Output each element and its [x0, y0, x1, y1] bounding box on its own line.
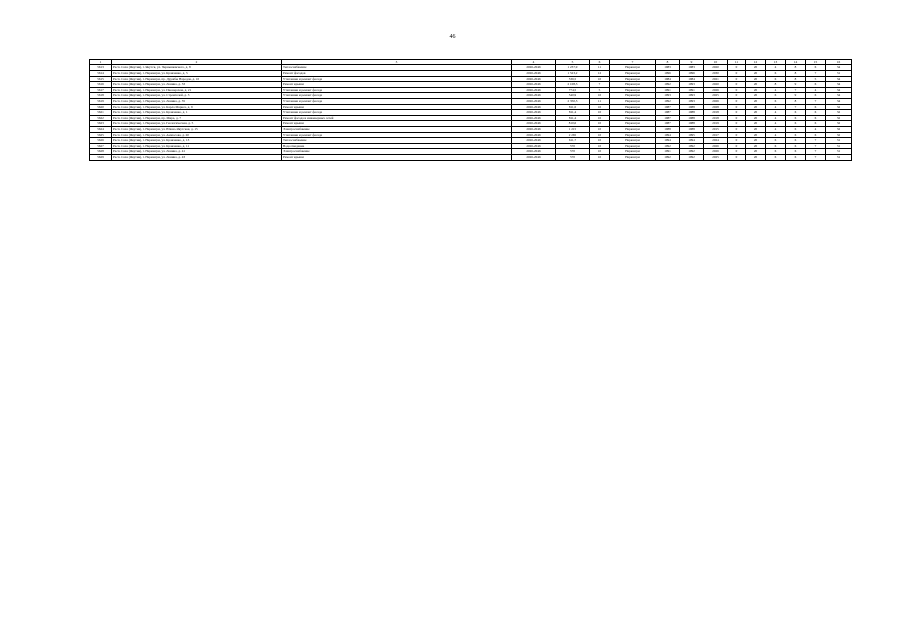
- table-cell: Респ. Саха (Якутия), г. Нерюнгри, ул. Аммосова, д. 20: [112, 132, 282, 138]
- table-cell: 0: [728, 87, 746, 93]
- table-cell: 9: [786, 82, 806, 88]
- table-cell: 9: [786, 93, 806, 99]
- table-cell: 5615: [90, 76, 112, 82]
- table-cell: 4: [766, 65, 786, 71]
- table-cell: 31: [826, 143, 852, 149]
- table-cell: 1993: [680, 93, 704, 99]
- table-cell: 5618: [90, 93, 112, 99]
- table-cell: 1992: [680, 154, 704, 160]
- table-cell: 7: [786, 87, 806, 93]
- table-cell: 4: [766, 126, 786, 132]
- column-number-header: 7: [610, 60, 656, 65]
- table-cell: 1987: [656, 104, 680, 110]
- table-cell: 5619: [90, 98, 112, 104]
- table-cell: 1988: [656, 126, 680, 132]
- table-cell: Нерюнгри: [610, 93, 656, 99]
- table-cell: 31: [826, 154, 852, 160]
- table-cell: 570: [556, 143, 590, 149]
- table-cell: Нерюнгри: [610, 138, 656, 144]
- table-cell: 811,4: [556, 110, 590, 116]
- table-cell: 1991: [656, 87, 680, 93]
- table-cell: 34: [826, 76, 852, 82]
- table-cell: 5: [806, 76, 826, 82]
- table-cell: 6: [786, 149, 806, 155]
- table-cell: 2018: [704, 115, 728, 121]
- table-cell: Нерюнгри: [610, 154, 656, 160]
- column-number-header: 10: [704, 60, 728, 65]
- table-cell: 1 237,9: [556, 65, 590, 71]
- table-cell: 32: [826, 110, 852, 116]
- table-cell: 2030: [704, 71, 728, 77]
- table-cell: 2026-2046: [512, 149, 556, 155]
- table-cell: 7: [806, 143, 826, 149]
- table-cell: 11: [590, 98, 610, 104]
- table-cell: 1 523,2: [556, 71, 590, 77]
- table-cell: 12: [590, 71, 610, 77]
- table-cell: 1993: [656, 93, 680, 99]
- table-cell: 20: [746, 154, 766, 160]
- table-cell: 0: [728, 65, 746, 71]
- table-cell: 0: [728, 76, 746, 82]
- table-cell: 2026: [704, 87, 728, 93]
- table-cell: 4: [766, 115, 786, 121]
- table-cell: 7: [806, 138, 826, 144]
- table-cell: Нерюнгри: [610, 76, 656, 82]
- table-cell: 8: [786, 71, 806, 77]
- table-cell: 2020: [704, 65, 728, 71]
- table-cell: 20: [746, 138, 766, 144]
- table-cell: 0: [728, 149, 746, 155]
- table-cell: 2026-2046: [512, 154, 556, 160]
- table-cell: 10: [590, 76, 610, 82]
- table-cell: Респ. Саха (Якутия), г. Нерюнгри, ул. Южно-Якутская, д. 15: [112, 126, 282, 132]
- table-cell: 20: [746, 71, 766, 77]
- table-cell: 10: [590, 132, 610, 138]
- table-cell: 1988: [680, 104, 704, 110]
- register-table: [89, 59, 852, 161]
- table-cell: 1992: [656, 98, 680, 104]
- table-cell: 32: [826, 104, 852, 110]
- table-cell: 2021: [704, 76, 728, 82]
- table-cell: Респ. Саха (Якутия), г. Нерюнгри, ул. Геологическая, д. 5: [112, 121, 282, 127]
- table-cell: 7: [786, 104, 806, 110]
- table-cell: 34: [826, 93, 852, 99]
- table-cell: 6: [806, 121, 826, 127]
- table-cell: 8: [786, 98, 806, 104]
- table-cell: 611,7: [556, 138, 590, 144]
- table-cell: 34: [826, 98, 852, 104]
- table-cell: Ремонт крыши: [282, 104, 512, 110]
- table-cell: Электроснабжение: [282, 149, 512, 155]
- column-number-header: 12: [746, 60, 766, 65]
- table-cell: 0: [728, 93, 746, 99]
- table-cell: 1987: [656, 110, 680, 116]
- table-cell: 0: [728, 154, 746, 160]
- table-cell: 20: [746, 132, 766, 138]
- table-cell: 5614: [90, 71, 112, 77]
- table-cell: Респ. Саха (Якутия), г. Нерюнгри, ул. Пионерская, д. 21: [112, 87, 282, 93]
- column-number-header: 9: [680, 60, 704, 65]
- table-cell: 2028: [704, 104, 728, 110]
- column-number-header: 13: [766, 60, 786, 65]
- table-cell: 1987: [656, 121, 680, 127]
- table-cell: Электроснабжение: [282, 126, 512, 132]
- table-cell: 1993: [680, 82, 704, 88]
- table-cell: Респ. Саха (Якутия), г. Нерюнгри, ул. Кравченко, д. 13: [112, 138, 282, 144]
- table-cell: 2020: [704, 82, 728, 88]
- table-cell: 7: [806, 71, 826, 77]
- table-cell: Респ. Саха (Якутия), г. Нерюнгри, ул. Кравченко, д. 5: [112, 71, 282, 77]
- column-number-header: 14: [786, 60, 806, 65]
- table-cell: 4: [766, 132, 786, 138]
- table-cell: 0: [728, 82, 746, 88]
- table-cell: 6: [806, 110, 826, 116]
- table-cell: Нерюнгри: [610, 87, 656, 93]
- table-cell: Респ. Саха (Якутия), г. Нерюнгри, ул. Кравченко, д. 1: [112, 110, 282, 116]
- table-cell: 20: [746, 93, 766, 99]
- column-number-header: 1: [90, 60, 112, 65]
- table-cell: 5: [590, 87, 610, 93]
- table-cell: 32: [826, 132, 852, 138]
- table-cell: 1987: [656, 115, 680, 121]
- table-cell: 5628: [90, 149, 112, 155]
- table-cell: 1988: [680, 126, 704, 132]
- table-cell: 2026: [704, 98, 728, 104]
- table-cell: 4: [766, 87, 786, 93]
- table-cell: 10: [590, 126, 610, 132]
- table-cell: 34: [826, 82, 852, 88]
- table-cell: 1984: [656, 76, 680, 82]
- table-cell: Нерюнгри: [610, 65, 656, 71]
- table-cell: 5625: [90, 132, 112, 138]
- table-cell: 4: [806, 126, 826, 132]
- table-cell: 32: [826, 115, 852, 121]
- table-cell: Ремонт крыши: [282, 121, 512, 127]
- table-cell: Нерюнгри: [610, 98, 656, 104]
- table-cell: 32: [826, 126, 852, 132]
- table-cell: 20: [746, 76, 766, 82]
- table-cell: 2026-2046: [512, 76, 556, 82]
- table-cell: 10: [590, 104, 610, 110]
- table-cell: Ремонт крыши: [282, 82, 512, 88]
- table-cell: 7: [590, 82, 610, 88]
- table-cell: 1991: [656, 149, 680, 155]
- table-cell: 1992: [680, 149, 704, 155]
- table-cell: Утепление и ремонт фасада: [282, 110, 512, 116]
- table-cell: 1996: [680, 71, 704, 77]
- table-cell: 6: [786, 126, 806, 132]
- table-cell: 2 108,3: [556, 82, 590, 88]
- table-cell: 1992: [656, 154, 680, 160]
- table-cell: 4: [766, 121, 786, 127]
- table-cell: Нерюнгри: [610, 82, 656, 88]
- table-cell: 2026: [704, 143, 728, 149]
- table-cell: 536,5: [556, 76, 590, 82]
- table-cell: 1992: [656, 82, 680, 88]
- table-cell: 32: [826, 121, 852, 127]
- table-cell: 20: [746, 82, 766, 88]
- table-cell: 34: [826, 65, 852, 71]
- table-cell: 2026-2046: [512, 132, 556, 138]
- table-cell: 20: [746, 121, 766, 127]
- table-cell: 20: [746, 149, 766, 155]
- table-cell: 20: [746, 115, 766, 121]
- table-cell: Утепление и ремонт фасада: [282, 98, 512, 104]
- table-cell: 810,6: [556, 121, 590, 127]
- table-cell: 8: [786, 76, 806, 82]
- table-cell: Нерюнгри: [610, 110, 656, 116]
- table-cell: 10: [590, 138, 610, 144]
- table-cell: Респ. Саха (Якутия), г. Нерюнгри, ул. Карла Маркса, д. 9: [112, 104, 282, 110]
- table-cell: 5617: [90, 87, 112, 93]
- table-cell: 2026: [704, 149, 728, 155]
- table-cell: 6: [806, 93, 826, 99]
- table-cell: Респ. Саха (Якутия), г. Нерюнгри, ул. Ленина, д. 35: [112, 98, 282, 104]
- table-cell: 2026-2046: [512, 71, 556, 77]
- table-cell: 2 265: [556, 132, 590, 138]
- column-number-header: 5: [556, 60, 590, 65]
- table-cell: 1995: [680, 132, 704, 138]
- table-cell: 4: [766, 104, 786, 110]
- table-cell: 31: [826, 149, 852, 155]
- table-cell: 20: [746, 110, 766, 116]
- column-number-header: 4: [512, 60, 556, 65]
- table-cell: 2026-2046: [512, 126, 556, 132]
- table-cell: 6: [766, 76, 786, 82]
- table-cell: 1993: [680, 98, 704, 104]
- table-cell: 10: [590, 115, 610, 121]
- table-cell: 1983: [680, 65, 704, 71]
- table-cell: 6: [786, 115, 806, 121]
- table-cell: 1991: [680, 87, 704, 93]
- table-cell: Респ. Саха (Якутия), г. Нерюнгри, пр. Мира, д. 7: [112, 115, 282, 121]
- table-cell: Респ. Саха (Якутия), г. Нерюнгри, ул. Ленина, д. 41: [112, 149, 282, 155]
- table-cell: 5623: [90, 121, 112, 127]
- table-cell: 20: [746, 65, 766, 71]
- table-cell: 6: [806, 65, 826, 71]
- table-cell: Утепление и ремонт фасада: [282, 87, 512, 93]
- table-cell: 1992: [680, 143, 704, 149]
- table-cell: 2026-2046: [512, 82, 556, 88]
- table-cell: 20: [746, 126, 766, 132]
- table-cell: 540,9: [556, 93, 590, 99]
- column-number-header: 16: [826, 60, 852, 65]
- column-number-header: 3: [282, 60, 512, 65]
- table-cell: Нерюнгри: [610, 121, 656, 127]
- table-cell: 31: [826, 138, 852, 144]
- table-cell: 2025: [704, 93, 728, 99]
- table-cell: Респ. Саха (Якутия), г. Якутск, ул. Чернышевского, д. 8: [112, 65, 282, 71]
- table-cell: Нерюнгри: [610, 132, 656, 138]
- table-cell: 2026-2046: [512, 93, 556, 99]
- table-cell: Теплоснабжение: [282, 65, 512, 71]
- table-cell: 2026-2046: [512, 65, 556, 71]
- table-cell: Нерюнгри: [610, 126, 656, 132]
- table-cell: 0: [728, 138, 746, 144]
- table-cell: 0: [728, 126, 746, 132]
- table-cell: Теплоснабжение: [282, 138, 512, 144]
- table-cell: Ремонт фасада и инженерных сетей: [282, 115, 512, 121]
- table-cell: 1992: [656, 143, 680, 149]
- table-cell: 1988: [680, 115, 704, 121]
- table-cell: 1994: [680, 138, 704, 144]
- table-cell: 5613: [90, 65, 112, 71]
- table-cell: 0: [728, 98, 746, 104]
- table-cell: Нерюнгри: [610, 149, 656, 155]
- table-cell: 0: [728, 121, 746, 127]
- table-cell: 2026-2046: [512, 138, 556, 144]
- table-cell: Нерюнгри: [610, 71, 656, 77]
- table-cell: 6: [786, 121, 806, 127]
- table-cell: 570: [556, 149, 590, 155]
- table-cell: 2025: [704, 154, 728, 160]
- table-cell: Водоотведение: [282, 143, 512, 149]
- table-cell: 0: [728, 104, 746, 110]
- table-cell: 811,4: [556, 115, 590, 121]
- table-cell: 1 215: [556, 126, 590, 132]
- table-cell: 10: [590, 121, 610, 127]
- table-cell: Утепление и ремонт фасада: [282, 132, 512, 138]
- table-cell: 0: [728, 115, 746, 121]
- table-cell: 34: [826, 87, 852, 93]
- table-cell: 5629: [90, 154, 112, 160]
- table-cell: 1988: [680, 121, 704, 127]
- table-cell: 20: [746, 104, 766, 110]
- table-cell: Респ. Саха (Якутия), г. Нерюнгри, пр. Дружбы Народов, д. 10: [112, 76, 282, 82]
- table-cell: 1994: [656, 138, 680, 144]
- table-cell: 6: [806, 115, 826, 121]
- table-cell: 6: [786, 138, 806, 144]
- table-cell: 6: [786, 132, 806, 138]
- table-cell: Ремонт фасадов: [282, 71, 512, 77]
- table-cell: 0: [728, 71, 746, 77]
- table-cell: Респ. Саха (Якутия), г. Нерюнгри, ул. Строителей, д. 3: [112, 93, 282, 99]
- table-cell: Утепление и ремонт фасада: [282, 76, 512, 82]
- table-cell: 6: [766, 138, 786, 144]
- table-cell: 31: [826, 71, 852, 77]
- table-cell: 1983: [656, 65, 680, 71]
- table-cell: Утепление и ремонт фасада: [282, 93, 512, 99]
- table-cell: Респ. Саха (Якутия), г. Нерюнгри, ул. Ленина, д. 33: [112, 82, 282, 88]
- page-number: 46: [449, 34, 456, 40]
- table-cell: 20: [746, 98, 766, 104]
- table-cell: 2019: [704, 121, 728, 127]
- table-cell: 2015: [704, 126, 728, 132]
- column-number-header: 2: [112, 60, 282, 65]
- table-cell: 811,6: [556, 104, 590, 110]
- table-cell: 5626: [90, 138, 112, 144]
- table-cell: 7: [806, 149, 826, 155]
- table-cell: 6: [766, 143, 786, 149]
- table-cell: 6: [806, 82, 826, 88]
- table-cell: 0: [728, 143, 746, 149]
- table-cell: 10: [590, 93, 610, 99]
- table-cell: 774,5: [556, 87, 590, 93]
- table-cell: 6: [786, 143, 806, 149]
- table-cell: Респ. Саха (Якутия), г. Нерюнгри, ул. Кравченко, д. 11: [112, 143, 282, 149]
- table-cell: 10: [590, 154, 610, 160]
- table-cell: 1984: [680, 76, 704, 82]
- table-cell: 2024: [704, 138, 728, 144]
- table-cell: 6: [766, 149, 786, 155]
- table-cell: 1996: [656, 71, 680, 77]
- table-cell: 6: [806, 132, 826, 138]
- table-cell: 2026-2046: [512, 121, 556, 127]
- table-cell: 7: [806, 98, 826, 104]
- table-cell: 6: [786, 110, 806, 116]
- table-cell: 20: [746, 143, 766, 149]
- column-number-header: 11: [728, 60, 746, 65]
- table-cell: 6: [766, 71, 786, 77]
- table-cell: 11: [590, 65, 610, 71]
- table-cell: 5627: [90, 143, 112, 149]
- table-cell: 0: [728, 132, 746, 138]
- table-cell: 5624: [90, 126, 112, 132]
- table-cell: 2026-2046: [512, 143, 556, 149]
- table-cell: 2026-2046: [512, 115, 556, 121]
- table-row: [90, 154, 852, 160]
- table-cell: 8: [766, 82, 786, 88]
- table-cell: 6: [766, 98, 786, 104]
- table-cell: 10: [590, 110, 610, 116]
- table-cell: 6: [786, 154, 806, 160]
- table-cell: 8: [786, 65, 806, 71]
- table-cell: 7: [806, 154, 826, 160]
- table-cell: 4: [766, 110, 786, 116]
- table-cell: 4: [806, 87, 826, 93]
- table-cell: 10: [590, 149, 610, 155]
- table-cell: 6: [766, 93, 786, 99]
- table-cell: 5622: [90, 115, 112, 121]
- table-cell: Ремонт крыши: [282, 154, 512, 160]
- table-cell: 2026-2046: [512, 104, 556, 110]
- table-cell: Нерюнгри: [610, 104, 656, 110]
- column-number-header: 15: [806, 60, 826, 65]
- table-cell: 2026-2046: [512, 87, 556, 93]
- table-cell: 2026-2046: [512, 98, 556, 104]
- table-cell: 5620: [90, 104, 112, 110]
- table-cell: 0: [728, 110, 746, 116]
- table-cell: 5621: [90, 110, 112, 116]
- table-cell: 6: [806, 104, 826, 110]
- table-cell: 2017: [704, 132, 728, 138]
- column-number-header: 6: [590, 60, 610, 65]
- table-body: [90, 65, 852, 160]
- table-cell: 6: [766, 154, 786, 160]
- column-number-header: 8: [656, 60, 680, 65]
- table-cell: 2018: [704, 110, 728, 116]
- table-cell: Нерюнгри: [610, 115, 656, 121]
- table-cell: 5616: [90, 82, 112, 88]
- table-cell: 1988: [680, 110, 704, 116]
- table-cell: Респ. Саха (Якутия), г. Нерюнгри, ул. Ленина, д. 43: [112, 154, 282, 160]
- table-cell: 10: [590, 143, 610, 149]
- table-cell: 1994: [656, 132, 680, 138]
- table-cell: 20: [746, 87, 766, 93]
- table-cell: 2026-2046: [512, 110, 556, 116]
- table-cell: Нерюнгри: [610, 143, 656, 149]
- register-table-container: [89, 59, 851, 161]
- table-cell: 570: [556, 154, 590, 160]
- table-cell: 2 350,3: [556, 98, 590, 104]
